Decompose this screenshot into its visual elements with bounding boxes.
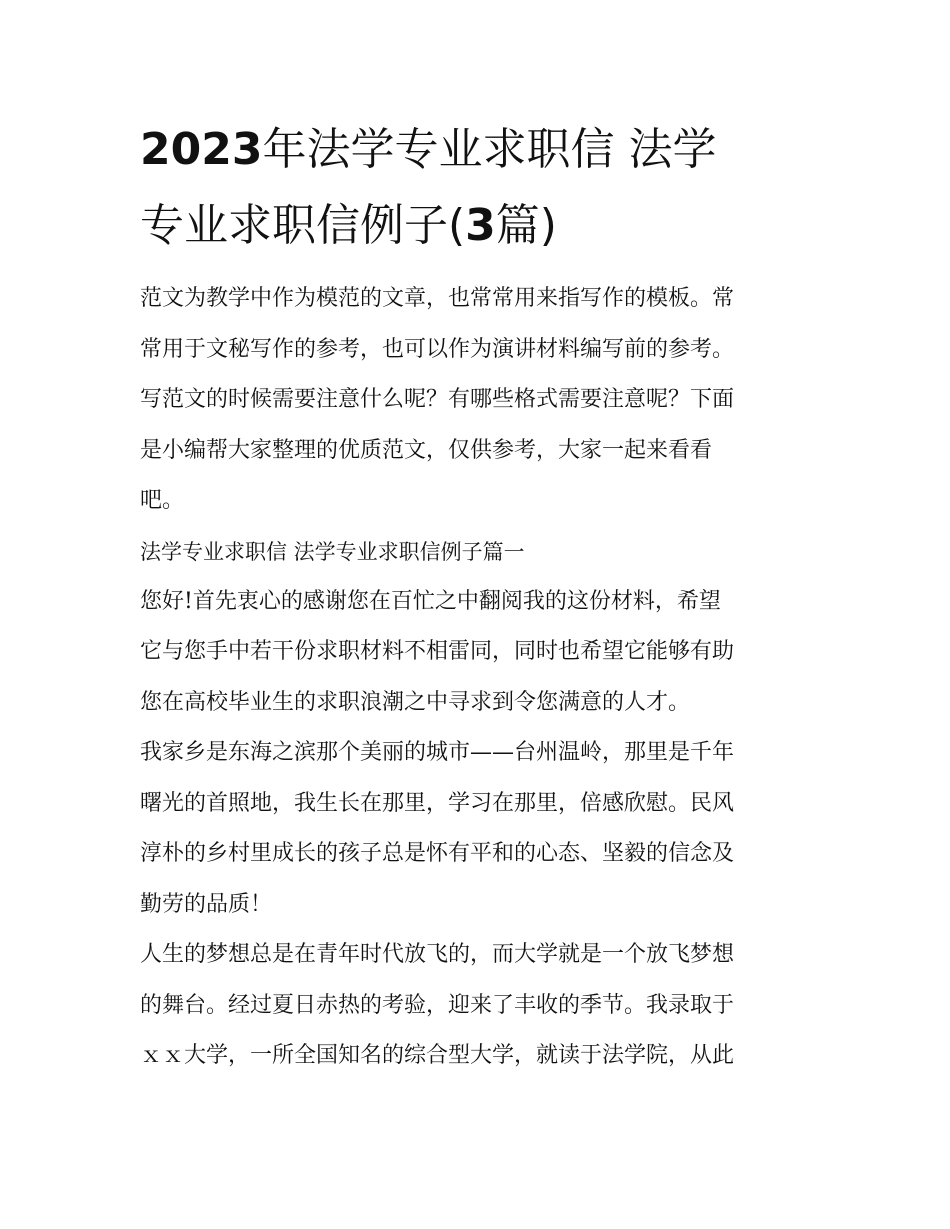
- paragraph-line: 人生的梦想总是在青年时代放飞的，而大学就是一个放飞梦想: [140, 942, 735, 967]
- document-body: [140, 274, 812, 1082]
- letter-paragraph-2: [140, 728, 812, 930]
- document-title: [140, 112, 812, 264]
- title-line-1: [140, 112, 812, 188]
- section-heading: 法学专业求职信 法学专业求职信例子篇一: [140, 539, 525, 564]
- intro-line: 写范文的时候需要注意什么呢？有哪些格式需要注意呢？下面: [140, 387, 735, 412]
- letter-paragraph-1: [140, 577, 812, 729]
- intro-line: 常用于文秘写作的参考，也可以作为演讲材料编写前的参考。: [140, 336, 735, 362]
- intro-paragraph: [140, 274, 812, 527]
- paragraph-line: 我家乡是东海之滨那个美丽的城市——台州温岭，那里是千年: [140, 740, 735, 765]
- paragraph-line: 曙光的首照地，我生长在那里，学习在那里，倍感欣慰。民风: [140, 790, 735, 816]
- title-line-2-text: 专业求职信例子(: [140, 200, 466, 251]
- paragraph-line: 您在高校毕业生的求职浪潮之中寻求到令您满意的人才。: [140, 689, 691, 715]
- paragraph-line: 的舞台。经过夏日赤热的考验，迎来了丰收的季节。我录取于: [140, 992, 735, 1018]
- paragraph-line: 淳朴的乡村里成长的孩子总是怀有平和的心态、坚毅的信念及: [140, 841, 735, 866]
- title-year: 2023: [140, 124, 263, 175]
- paragraph-line: 勤劳的品质！: [140, 891, 273, 917]
- intro-line: 是小编帮大家整理的优质范文，仅供参考，大家一起来看看: [140, 437, 713, 463]
- document-content: [140, 112, 812, 1082]
- title-line-2-end: 篇): [495, 200, 557, 251]
- intro-line: 吧。: [140, 488, 185, 513]
- title-line-1-text: 年法学专业求职信 法学: [262, 124, 717, 175]
- title-line-2: [140, 188, 812, 264]
- paragraph-line: ｘｘ大学，一所全国知名的综合型大学，就读于法学院，从此: [140, 1043, 735, 1068]
- paragraph-line: 您好!首先衷心的感谢您在百忙之中翻阅我的这份材料，希望: [140, 588, 721, 614]
- paragraph-line: 它与您手中若干份求职材料不相雷同，同时也希望它能够有助: [140, 639, 735, 664]
- title-count: 3: [465, 200, 496, 251]
- intro-line: 范文为教学中作为模范的文章，也常常用来指写作的模板。常: [140, 286, 735, 311]
- letter-paragraph-3: [140, 930, 812, 1082]
